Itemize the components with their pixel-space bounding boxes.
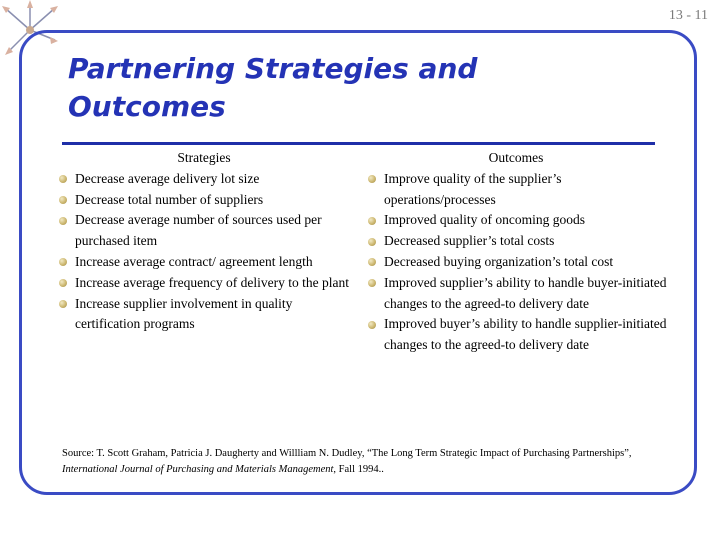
outcome-item: Improved buyer’s ability to handle supplier-initiated changes to the agreed-to delivery date [366, 314, 676, 356]
outcome-item: Improve quality of the supplier’s operations/processes [366, 169, 676, 211]
strategies-list [57, 169, 357, 335]
strategies-column [57, 148, 357, 335]
bullet-icon [59, 196, 67, 204]
outcome-item: Improved quality of oncoming goods [366, 210, 676, 231]
strategy-item: Decrease average delivery lot size [57, 169, 357, 190]
outcomes-heading: Outcomes [488, 150, 544, 165]
bullet-icon [368, 258, 376, 266]
strategy-item: Increase average contract/ agreement length [57, 252, 357, 273]
bullet-icon [368, 175, 376, 183]
bullet-icon [59, 300, 67, 308]
strategy-item: Decrease total number of suppliers [57, 190, 357, 211]
title-underline [62, 142, 655, 145]
bullet-icon [368, 279, 376, 287]
strategy-item: Increase average frequency of delivery to the plant [57, 273, 357, 294]
bullet-icon [59, 279, 67, 287]
bullet-icon [368, 217, 376, 225]
slide-title: Partnering Strategies and Outcomes [68, 52, 478, 123]
bullet-icon [368, 238, 376, 246]
journal-name: International Journal of Purchasing and Materials Management [62, 464, 334, 475]
outcome-item: Improved supplier’s ability to handle buyer-initiated changes to the agreed-to delivery date [366, 273, 676, 315]
outcomes-column [366, 148, 676, 356]
outcomes-list [366, 169, 676, 356]
page-number: 13 - 11 [668, 8, 708, 23]
bullet-icon [368, 321, 376, 329]
bullet-icon [59, 217, 67, 225]
outcome-item: Decreased buying organization’s total cost [366, 252, 676, 273]
strategy-item: Decrease average number of sources used per purchased item [57, 210, 357, 252]
bullet-icon [59, 258, 67, 266]
strategies-heading: Strategies [177, 150, 231, 165]
source-citation: Source: T. Scott Graham, Patricia J. Daugherty and Willliam N. Dudley, “The Long Term Strategic Impact of Purchasing Partnerships”, International Journal of Purchasing and Materials Management, Fall 1994.. [62, 448, 632, 475]
outcome-item: Decreased supplier’s total costs [366, 231, 676, 252]
strategy-item: Increase supplier involvement in quality certification programs [57, 294, 357, 336]
bullet-icon [59, 175, 67, 183]
